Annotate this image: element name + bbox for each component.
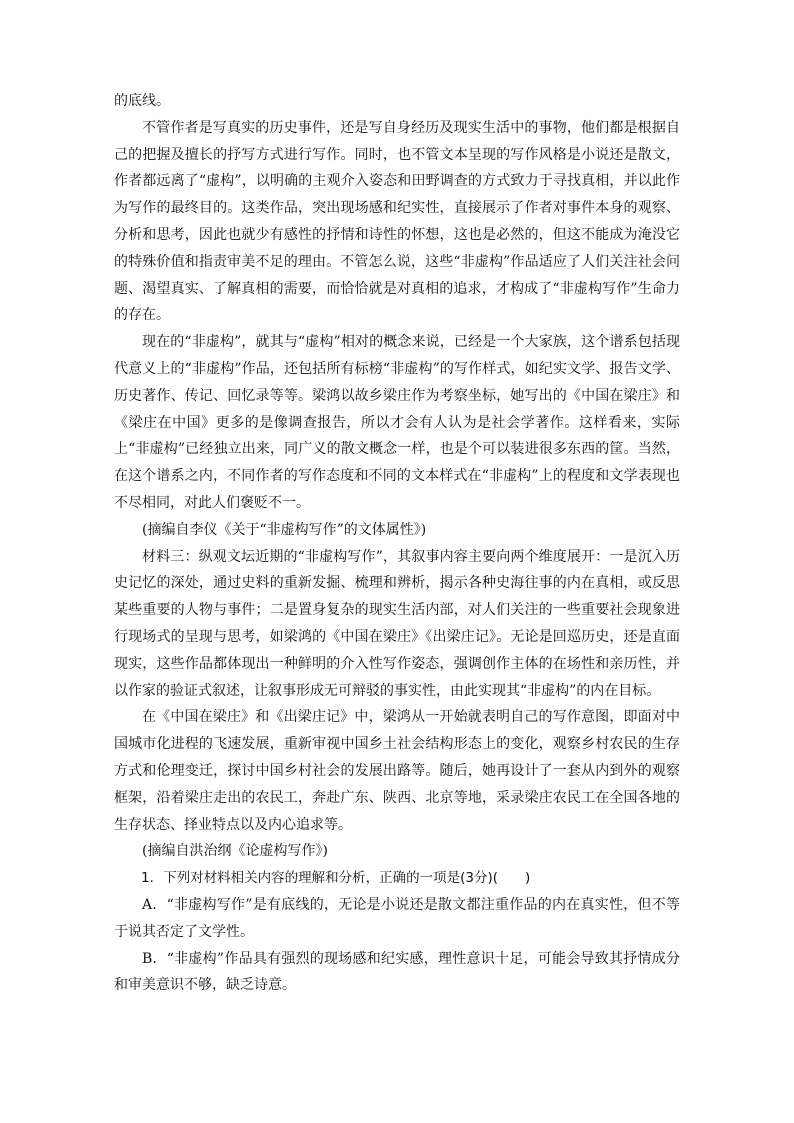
source-citation: (摘编自洪治纲《论虚构写作》)	[142, 843, 328, 860]
paragraph: 不管作者是写真实的历史事件，还是写自身经历及现实生活中的事物，他们都是根据自己的把握及擅长的抒写方式进行写作。同时，也不管文本呈现的写作风格是小说还是散文，作者都远离了“虚构”，以明确的主观介入姿态和田野调查的方式致力于寻找真相，并以此作为写作的最终目的。这类作品，突出现场感和纪实性，直接展示了作者对事件本身的观察、分析和思考，因此也就少有感性的抒情和诗性的怀想，这也是必然的，但这不能成为淹没它的特殊价值和指责审美不足的理由。不管怎么说，这些“非虚构”作品适应了人们关注社会问题、渴望真实、了解真相的需要，而恰恰就是对真相的追求，才构成了“非虚构写作”生命力的存在。	[114, 119, 680, 324]
option-a: A．“非虚构写作”是有底线的，无论是小说还是散文都注重作品的内在真实性，但不等于说其否定了文学性。	[114, 896, 680, 940]
paragraph: 现在的“非虚构”，就其与“虚构”相对的概念来说，已经是一个大家族，这个谱系包括现代意义上的“非虚构”作品，还包括所有标榜“非虚构”的写作样式，如纪实文学、报告文学、历史著作、传记、回忆录等等。梁鸿以故乡梁庄作为考察坐标，她写出的《中国在梁庄》和《梁庄在中国》更多的是像调查报告，所以才会有人认为是社会学著作。这样看来，实际上“非虚构”已经独立出来，同广义的散文概念一样，也是个可以装进很多东西的筐。当然，在这个谱系之内，不同作者的写作态度和不同的文本样式在“非虚构”上的程度和文学表现也不尽相同，对此人们褒贬不一。	[114, 334, 680, 511]
document-page	[114, 88, 680, 999]
paragraph-material-three: 材料三：纵观文坛近期的“非虚构写作”，其叙事内容主要向两个维度展开：一是沉入历史记忆的深处，通过史料的重新发掘、梳理和辨析，揭示各种史海往事的内在真相，或反思某些重要的人物与事件；二是置身复杂的现实生活内部，对人们关注的一些重要社会现象进行现场式的呈现与思考，如梁鸿的《中国在梁庄》《出梁庄记》。无论是回巡历史，还是直面现实，这些作品都体现出一种鲜明的介入性写作姿态，强调创作主体的在场性和亲历性，并以作家的验证式叙述，让叙事形成无可辩驳的事实性，由此实现其“非虚构”的内在目标。	[114, 548, 680, 699]
option-b: B．“非虚构”作品具有强烈的现场感和纪实感，理性意识十足，可能会导致其抒情成分和审美意识不够，缺乏诗意。	[114, 950, 680, 994]
paragraph: 在《中国在梁庄》和《出梁庄记》中，梁鸿从一开始就表明自己的写作意图，即面对中国城市化进程的飞速发展，重新审视中国乡土社会结构形态上的变化，观察乡村农民的生存方式和伦理变迁，探讨中国乡村社会的发展出路等。随后，她再设计了一套从内到外的观察框架，沿着梁庄走出的农民工，奔赴广东、陕西、北京等地，采录梁庄农民工在全国各地的生存状态、择业特点以及内心追求等。	[114, 709, 680, 833]
question-stem: 1．下列对材料相关内容的理解和分析，正确的一项是(3分)( )	[141, 870, 531, 887]
source-citation: (摘编自李仪《关于“非虚构写作”的文体属性》)	[142, 521, 427, 538]
paragraph-continuation: 的底线。	[114, 93, 170, 109]
